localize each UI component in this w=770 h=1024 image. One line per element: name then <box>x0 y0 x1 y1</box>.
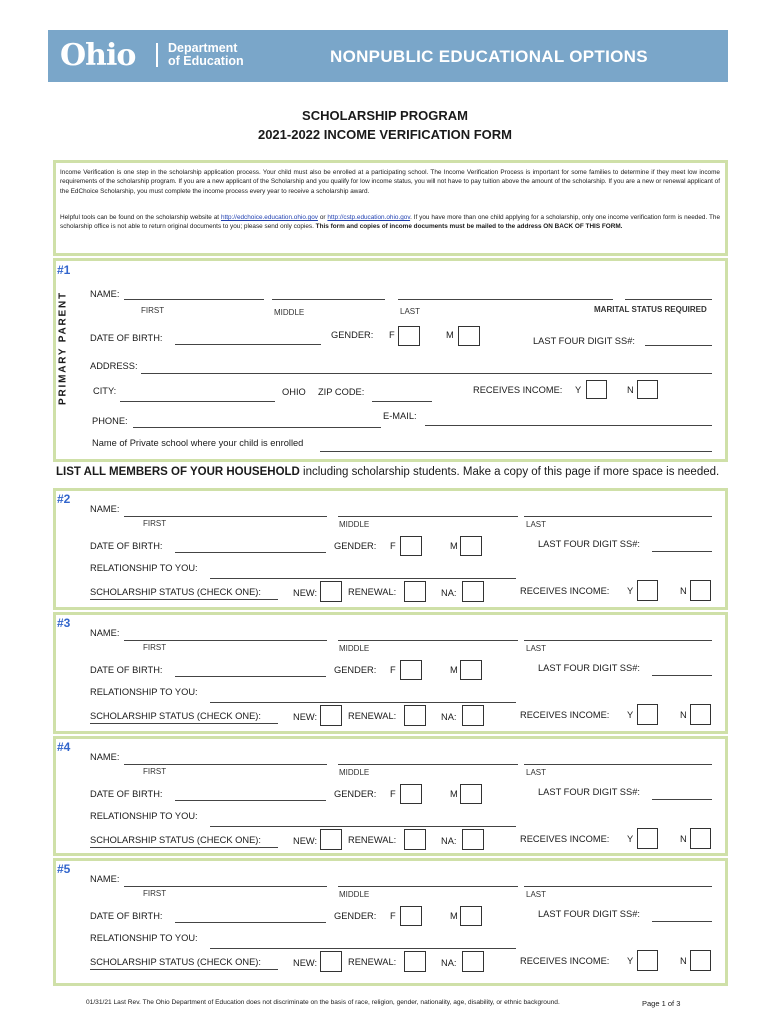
member-gender-f-checkbox[interactable] <box>400 660 422 680</box>
first-caption: FIRST <box>141 306 165 315</box>
income-n-label: N <box>627 385 634 395</box>
member-first-caption: FIRST <box>143 643 167 652</box>
member-dob-field[interactable] <box>175 552 326 553</box>
member-new-label: NEW: <box>293 712 318 722</box>
member-relationship-field[interactable] <box>210 578 516 579</box>
member-dob-field[interactable] <box>175 676 326 677</box>
logo-department <box>168 42 244 68</box>
address-field[interactable] <box>141 373 712 374</box>
member-relationship-label: RELATIONSHIP TO YOU: <box>90 687 198 697</box>
member-status-underline <box>90 847 278 848</box>
member-new-checkbox[interactable] <box>320 829 342 850</box>
member-gender-label: GENDER: <box>334 789 377 799</box>
member-na-checkbox[interactable] <box>462 581 484 602</box>
member-first-caption: FIRST <box>143 767 167 776</box>
member-last-caption: LAST <box>526 890 547 899</box>
primary-parent-section <box>53 258 728 462</box>
gender-m-checkbox[interactable] <box>458 326 480 346</box>
income-n-checkbox[interactable] <box>637 380 658 399</box>
member-new-checkbox[interactable] <box>320 581 342 602</box>
member-last-name-field[interactable] <box>524 516 712 517</box>
intro-paragraph-2 <box>60 213 720 232</box>
member-gender-m-label: M <box>450 911 458 921</box>
member-gender-label: GENDER: <box>334 541 377 551</box>
member-na-checkbox[interactable] <box>462 829 484 850</box>
dob-label: DATE OF BIRTH: <box>90 333 163 343</box>
gender-f-checkbox[interactable] <box>398 326 420 346</box>
ssn-label: LAST FOUR DIGIT SS#: <box>533 336 635 346</box>
member-first-caption: FIRST <box>143 519 167 528</box>
member-income-n-label: N <box>680 586 687 596</box>
member-income-y-checkbox[interactable] <box>637 828 658 849</box>
member-gender-m-checkbox[interactable] <box>460 660 482 680</box>
member-income-n-label: N <box>680 834 687 844</box>
member-gender-f-checkbox[interactable] <box>400 784 422 804</box>
logo-dept-line2: of Education <box>168 54 244 68</box>
member-new-label: NEW: <box>293 588 318 598</box>
member-receives-income-label: RECEIVES INCOME: <box>520 710 610 720</box>
member-relationship-field[interactable] <box>210 826 516 827</box>
member-dob-field[interactable] <box>175 800 326 801</box>
member-renewal-checkbox[interactable] <box>404 951 426 972</box>
member-dob-label: DATE OF BIRTH: <box>90 541 163 551</box>
member-new-checkbox[interactable] <box>320 705 342 726</box>
member-renewal-label: RENEWAL: <box>348 587 397 597</box>
ohio-logo: Ohio <box>60 38 136 73</box>
member-gender-m-label: M <box>450 665 458 675</box>
marital-status-field[interactable] <box>625 299 712 300</box>
member-status-underline <box>90 969 278 970</box>
phone-label: PHONE: <box>92 416 128 426</box>
member-relationship-field[interactable] <box>210 948 516 949</box>
member-renewal-label: RENEWAL: <box>348 835 397 845</box>
banner-title: NONPUBLIC EDUCATIONAL OPTIONS <box>330 47 648 66</box>
member-first-name-field[interactable] <box>124 516 327 517</box>
member-number: #3 <box>57 616 71 630</box>
receives-income-label: RECEIVES INCOME: <box>473 385 563 395</box>
member-new-checkbox[interactable] <box>320 951 342 972</box>
state-label: OHIO <box>282 387 306 397</box>
document-title: SCHOLARSHIP PROGRAM <box>302 108 468 123</box>
member-gender-f-label: F <box>390 911 396 921</box>
member-na-label: NA: <box>441 958 457 968</box>
marital-status-caption: MARITAL STATUS REQUIRED <box>594 305 707 314</box>
intro-or: or <box>317 214 328 221</box>
member-middle-caption: MIDDLE <box>339 644 370 653</box>
member-name-label: NAME: <box>90 628 120 638</box>
email-field[interactable] <box>425 425 712 426</box>
member-last-caption: LAST <box>526 768 547 777</box>
member-gender-f-checkbox[interactable] <box>400 906 422 926</box>
member-last-name-field[interactable] <box>524 886 712 887</box>
email-label: E-MAIL: <box>383 411 417 421</box>
member-dob-label: DATE OF BIRTH: <box>90 911 163 921</box>
intro-text: Helpful tools can be found on the scholarship website at <box>60 214 221 221</box>
member-first-caption: FIRST <box>143 889 167 898</box>
member-gender-m-checkbox[interactable] <box>460 784 482 804</box>
last-name-field[interactable] <box>398 299 613 300</box>
member-new-label: NEW: <box>293 958 318 968</box>
middle-caption: MIDDLE <box>274 308 305 317</box>
member-status-label: SCHOLARSHIP STATUS (CHECK ONE): <box>90 711 261 721</box>
member-income-y-checkbox[interactable] <box>637 580 658 601</box>
page-number: Page 1 of 3 <box>642 999 681 1008</box>
member-income-n-checkbox[interactable] <box>690 828 711 849</box>
income-y-checkbox[interactable] <box>586 380 607 399</box>
gender-f-label: F <box>389 330 395 340</box>
intro-paragraph: Income Verification is one step in the scholarship application process. Your child must also be enrolled at a participating school. The Income Verification Process is important for some families to determine if they meet low income requirements of the scholarship program. If you are a new applicant of the Scholarship and you qualify for low income status, you will not have to pay tuition above the amount of the scholarship. If you are a new or renewal applicant of the EdChoice Scholarship, you must complete the income process every year to receive a scholarship award. <box>60 169 720 195</box>
member-ssn-label: LAST FOUR DIGIT SS#: <box>538 663 640 673</box>
member-ssn-label: LAST FOUR DIGIT SS#: <box>538 909 640 919</box>
logo-dept-line1: Department <box>168 41 238 55</box>
member-gender-label: GENDER: <box>334 911 377 921</box>
member-renewal-checkbox[interactable] <box>404 829 426 850</box>
dob-field[interactable] <box>175 344 321 345</box>
member-income-y-checkbox[interactable] <box>637 950 658 971</box>
gender-m-label: M <box>446 330 454 340</box>
ssn-field[interactable] <box>645 345 712 346</box>
member-name-label: NAME: <box>90 504 120 514</box>
member-ssn-label: LAST FOUR DIGIT SS#: <box>538 539 640 549</box>
member-middle-caption: MIDDLE <box>339 890 370 899</box>
address-label: ADDRESS: <box>90 361 138 371</box>
member-status-label: SCHOLARSHIP STATUS (CHECK ONE): <box>90 957 261 967</box>
section-number: #1 <box>57 263 71 277</box>
member-first-name-field[interactable] <box>124 886 327 887</box>
income-y-label: Y <box>575 385 582 395</box>
household-instruction <box>56 466 719 478</box>
member-number: #5 <box>57 862 71 876</box>
member-income-n-label: N <box>680 710 687 720</box>
intro-text-2: . If you have more than one child applying for a scholarship, only one income verification form is needed. The scholarship office is not able to return original documents to you; please send only copies. <box>60 214 720 231</box>
member-gender-label: GENDER: <box>334 665 377 675</box>
member-gender-f-checkbox[interactable] <box>400 536 422 556</box>
member-receives-income-label: RECEIVES INCOME: <box>520 834 610 844</box>
member-last-name-field[interactable] <box>524 764 712 765</box>
document-subtitle: 2021-2022 INCOME VERIFICATION FORM <box>257 127 513 142</box>
member-gender-m-label: M <box>450 789 458 799</box>
gender-label: GENDER: <box>331 330 374 340</box>
phone-field[interactable] <box>133 427 381 428</box>
member-ssn-field[interactable] <box>652 551 712 552</box>
member-relationship-label: RELATIONSHIP TO YOU: <box>90 933 198 943</box>
member-ssn-label: LAST FOUR DIGIT SS#: <box>538 787 640 797</box>
member-number: #2 <box>57 492 71 506</box>
member-ssn-field[interactable] <box>652 921 712 922</box>
member-status-underline <box>90 723 278 724</box>
member-new-label: NEW: <box>293 836 318 846</box>
member-status-label: SCHOLARSHIP STATUS (CHECK ONE): <box>90 587 261 597</box>
member-renewal-label: RENEWAL: <box>348 957 397 967</box>
city-field[interactable] <box>120 401 275 402</box>
middle-name-field[interactable] <box>272 299 385 300</box>
zip-label: ZIP CODE: <box>318 387 365 397</box>
cstp-link[interactable]: http://cstp.education.ohio.gov <box>327 214 411 221</box>
member-income-y-checkbox[interactable] <box>637 704 658 725</box>
member-income-n-checkbox[interactable] <box>690 704 711 725</box>
first-name-field[interactable] <box>124 299 264 300</box>
member-income-n-checkbox[interactable] <box>690 950 711 971</box>
member-middle-name-field[interactable] <box>338 886 518 887</box>
member-relationship-label: RELATIONSHIP TO YOU: <box>90 563 198 573</box>
member-gender-f-label: F <box>390 665 396 675</box>
member-relationship-label: RELATIONSHIP TO YOU: <box>90 811 198 821</box>
mail-instruction: This form and copies of income documents must be mailed to the address ON BACK OF THIS FORM. <box>315 223 623 231</box>
member-first-name-field[interactable] <box>124 764 327 765</box>
member-middle-name-field[interactable] <box>338 640 518 641</box>
member-middle-caption: MIDDLE <box>339 520 370 529</box>
member-income-y-label: Y <box>627 956 634 966</box>
school-field[interactable] <box>320 451 712 452</box>
member-income-n-label: N <box>680 956 687 966</box>
logo-divider <box>156 43 158 67</box>
footer-text: 01/31/21 Last Rev. The Ohio Department of Education does not discriminate on the basis of race, religion, gender, nationality, age, disability, or ethnic background. <box>86 999 560 1006</box>
member-ssn-field[interactable] <box>652 675 712 676</box>
member-dob-label: DATE OF BIRTH: <box>90 789 163 799</box>
member-name-label: NAME: <box>90 752 120 762</box>
primary-parent-label: PRIMARY PARENT <box>57 291 69 405</box>
edchoice-link[interactable]: http://edchoice.education.ohio.gov <box>220 214 318 221</box>
member-status-underline <box>90 599 278 600</box>
intro-box <box>53 160 728 256</box>
member-na-checkbox[interactable] <box>462 951 484 972</box>
member-gender-m-label: M <box>450 541 458 551</box>
member-gender-f-label: F <box>390 789 396 799</box>
household-note: including scholarship students. Make a copy of this page if more space is needed. <box>299 466 720 478</box>
last-caption: LAST <box>400 307 421 316</box>
household-heading: LIST ALL MEMBERS OF YOUR HOUSEHOLD <box>56 466 300 478</box>
member-na-label: NA: <box>441 712 457 722</box>
member-middle-name-field[interactable] <box>338 516 518 517</box>
member-last-caption: LAST <box>526 520 547 529</box>
city-label: CITY: <box>93 386 117 396</box>
member-middle-name-field[interactable] <box>338 764 518 765</box>
member-income-y-label: Y <box>627 710 634 720</box>
member-receives-income-label: RECEIVES INCOME: <box>520 956 610 966</box>
school-label: Name of Private school where your child is enrolled <box>92 438 304 448</box>
member-last-caption: LAST <box>526 644 547 653</box>
member-status-label: SCHOLARSHIP STATUS (CHECK ONE): <box>90 835 261 845</box>
member-na-label: NA: <box>441 836 457 846</box>
member-first-name-field[interactable] <box>124 640 327 641</box>
member-dob-field[interactable] <box>175 922 326 923</box>
member-na-checkbox[interactable] <box>462 705 484 726</box>
member-name-label: NAME: <box>90 874 120 884</box>
member-renewal-checkbox[interactable] <box>404 581 426 602</box>
member-income-y-label: Y <box>627 586 634 596</box>
member-gender-f-label: F <box>390 541 396 551</box>
zip-field[interactable] <box>372 401 432 402</box>
member-last-name-field[interactable] <box>524 640 712 641</box>
member-dob-label: DATE OF BIRTH: <box>90 665 163 675</box>
member-middle-caption: MIDDLE <box>339 768 370 777</box>
member-na-label: NA: <box>441 588 457 598</box>
member-renewal-checkbox[interactable] <box>404 705 426 726</box>
member-gender-m-checkbox[interactable] <box>460 536 482 556</box>
member-renewal-label: RENEWAL: <box>348 711 397 721</box>
member-number: #4 <box>57 740 71 754</box>
member-receives-income-label: RECEIVES INCOME: <box>520 586 610 596</box>
member-income-y-label: Y <box>627 834 634 844</box>
member-relationship-field[interactable] <box>210 702 516 703</box>
member-ssn-field[interactable] <box>652 799 712 800</box>
name-label: NAME: <box>90 289 120 299</box>
member-gender-m-checkbox[interactable] <box>460 906 482 926</box>
member-income-n-checkbox[interactable] <box>690 580 711 601</box>
